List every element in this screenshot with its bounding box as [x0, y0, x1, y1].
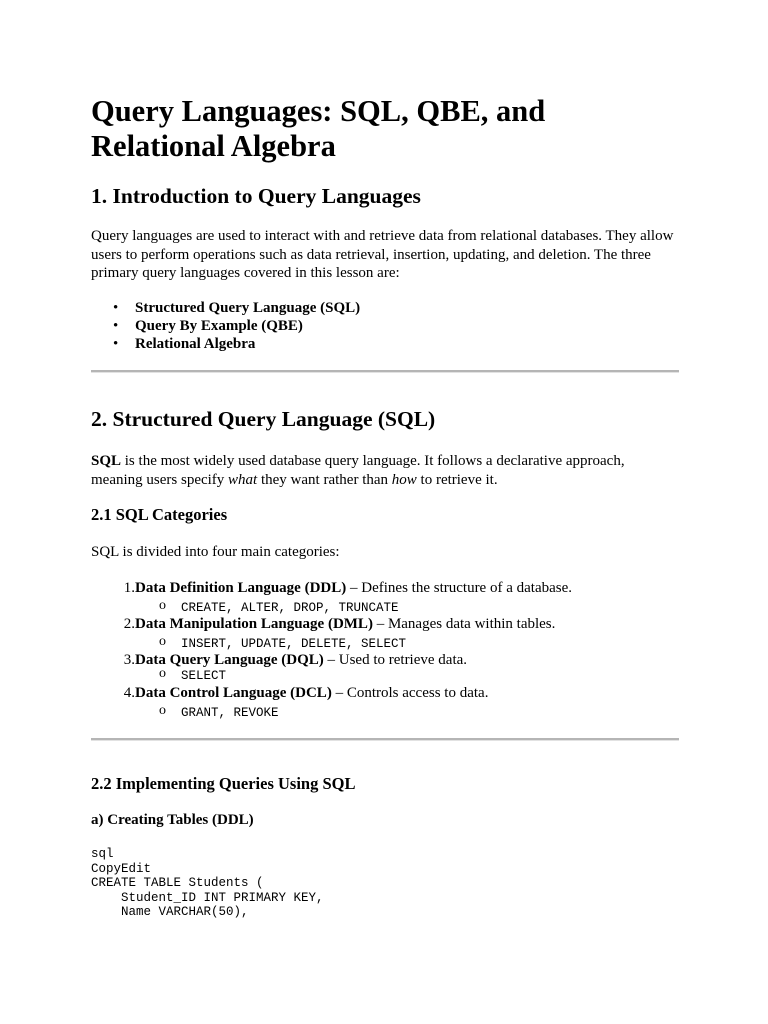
category-commands: o GRANT, REVOKE: [159, 703, 279, 720]
copy-edit-link[interactable]: CopyEdit: [91, 861, 152, 876]
category-commands: o CREATE, ALTER, DROP, TRUNCATE: [159, 598, 399, 615]
code-block: [91, 847, 324, 920]
list-item: • Structured Query Language (SQL): [113, 300, 361, 316]
section-2-heading: 2. Structured Query Language (SQL): [91, 407, 436, 431]
code-language-label: sql: [91, 847, 114, 861]
code-line: CREATE TABLE Students (: [91, 876, 264, 891]
list-number: 3.: [123, 652, 135, 668]
list-number: 1.: [123, 580, 135, 596]
list-item: • Query By Example (QBE): [113, 318, 303, 334]
category-commands: o INSERT, UPDATE, DELETE, SELECT: [159, 634, 407, 651]
section-2-intro: SQL is the most widely used database query language. It follows a declarative approach, meaning users specify what they want rather than how to retrieve it.: [91, 453, 625, 488]
bullet-icon: •: [113, 318, 119, 334]
section-1-heading: 1. Introduction to Query Languages: [91, 184, 421, 208]
implementing-heading: 2.2 Implementing Queries Using SQL: [91, 774, 356, 793]
category-item: 4. Data Control Language (DCL) – Controls access to data.: [135, 684, 488, 702]
code-line: Name VARCHAR(50),: [91, 905, 249, 920]
circle-bullet-icon: o: [159, 634, 166, 649]
circle-bullet-icon: o: [159, 666, 166, 681]
list-number: 2.: [123, 616, 135, 632]
circle-bullet-icon: o: [159, 598, 166, 613]
code-line: Student_ID INT PRIMARY KEY,: [91, 890, 324, 905]
section-1-paragraph: Query languages are used to interact with and retrieve data from relational databases. They allow users to perform operations such as data retrieval, insertion, updating, and deletion. The three primary query languages covered in this lesson are:: [91, 228, 674, 281]
category-item: 2. Data Manipulation Language (DML) – Manages data within tables.: [135, 615, 555, 633]
bullet-icon: •: [113, 336, 119, 352]
category-item: 1. Data Definition Language (DDL) – Defines the structure of a database.: [135, 579, 572, 597]
category-commands: o SELECT: [159, 666, 227, 683]
sql-categories-heading: 2.1 SQL Categories: [91, 505, 228, 524]
creating-tables-heading: a) Creating Tables (DDL): [91, 812, 254, 828]
list-item: • Relational Algebra: [113, 336, 256, 352]
divider: [91, 738, 679, 741]
bullet-icon: •: [113, 300, 119, 316]
sql-categories-intro: SQL is divided into four main categories:: [91, 544, 340, 560]
category-item: 3. Data Query Language (DQL) – Used to retrieve data.: [135, 651, 467, 669]
divider: [91, 370, 679, 373]
list-number: 4.: [123, 685, 135, 701]
page-title: Query Languages: SQL, QBE, and Relational Algebra: [91, 94, 546, 163]
circle-bullet-icon: o: [159, 703, 166, 718]
